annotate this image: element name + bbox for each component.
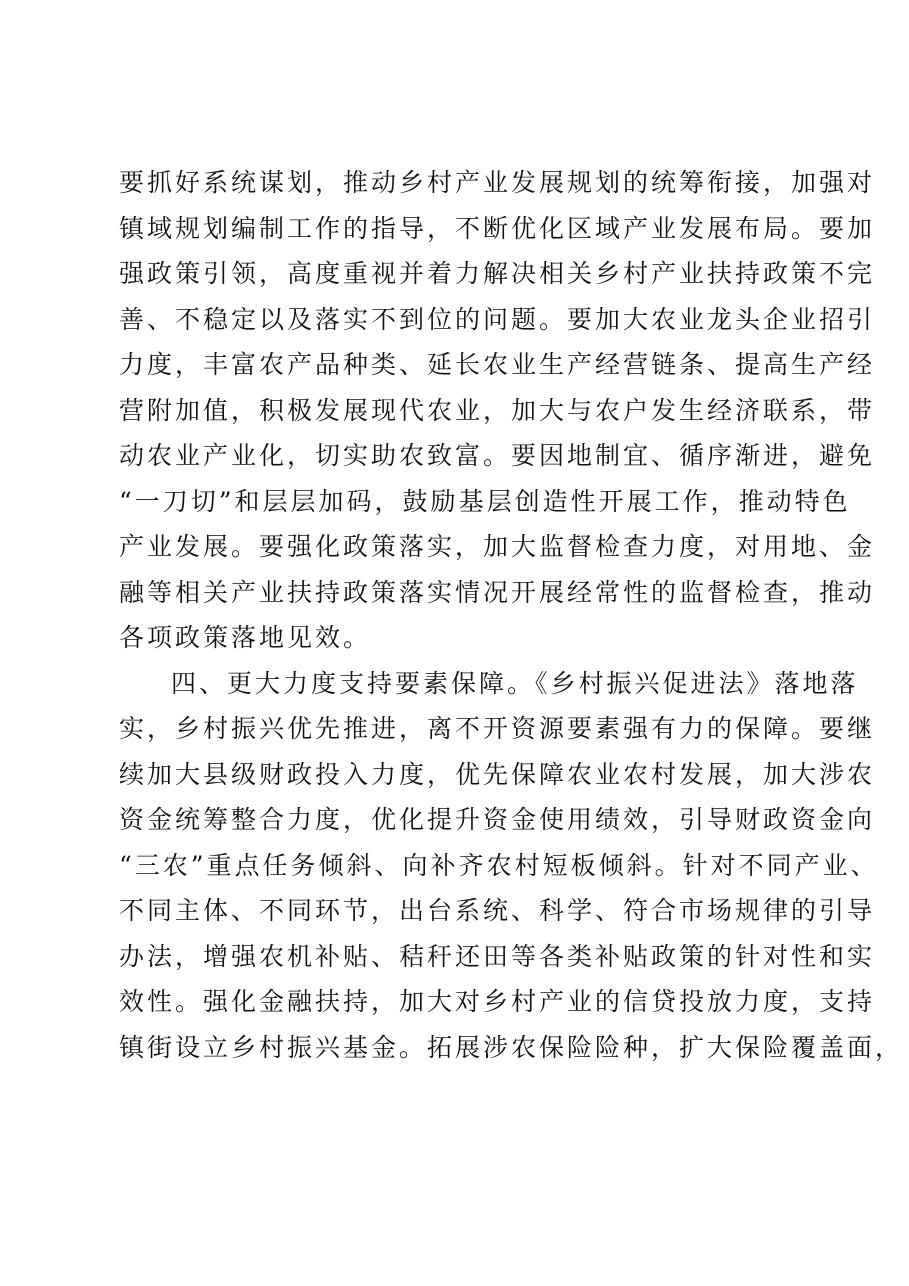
text-line: 办法，增强农机补贴、秸秆还田等各类补贴政策的针对性和实 [119,941,876,971]
text-line: “三农”重点任务倾斜、向补齐农村短板倾斜。针对不同产业、 [119,850,879,880]
text-line: 效性。强化金融扶持，加大对乡村产业的信贷投放力度，支持 [119,987,876,1016]
text-line: 续加大县级财政投入力度，优先保障农业农村发展，加大涉农 [119,759,876,789]
text-line: 资金统筹整合力度，优化提升资金使用绩效，引导财政资金向 [119,805,876,834]
text-line: 营附加值，积极发展现代农业，加大与农户发生经济联系，带 [119,395,876,425]
text-line: “一刀切”和层层加码，鼓励基层创造性开展工作，推动特色 [119,486,851,516]
text-line: 实，乡村振兴优先推进，离不开资源要素强有力的保障。要继 [119,714,876,743]
text-line: 动农业产业化，切实助农致富。要因地制宜、循序渐进，避免 [119,441,876,470]
paragraph-1 [119,160,876,661]
text-line: 四、更大力度支持要素保障。《乡村振兴促进法》落地落 [171,668,859,698]
text-line: 融等相关产业扶持政策落实情况开展经常性的监督检查，推动 [119,577,876,607]
text-line: 不同主体、不同环节，出台系统、科学、符合市场规律的引导 [119,896,876,925]
text-line: 善、不稳定以及落实不到位的问题。要加大农业龙头企业招引 [119,304,876,334]
text-line: 产业发展。要强化政策落实，加大监督检查力度，对用地、金 [119,532,876,561]
text-line: 强政策引领，高度重视并着力解决相关乡村产业扶持政策不完 [119,259,876,288]
text-line: 镇街设立乡村振兴基金。拓展涉农保险险种，扩大保险覆盖面， [119,1032,904,1062]
document-body [119,160,904,1070]
text-line: 力度，丰富农产品种类、延长农业生产经营链条、提高生产经 [119,350,876,379]
paragraph-2 [119,661,904,1071]
text-line: 各项政策落地见效。 [119,623,372,652]
text-line: 镇域规划编制工作的指导，不断优化区域产业发展布局。要加 [119,213,876,243]
text-line: 要抓好系统谋划，推动乡村产业发展规划的统筹衔接，加强对 [119,168,876,197]
